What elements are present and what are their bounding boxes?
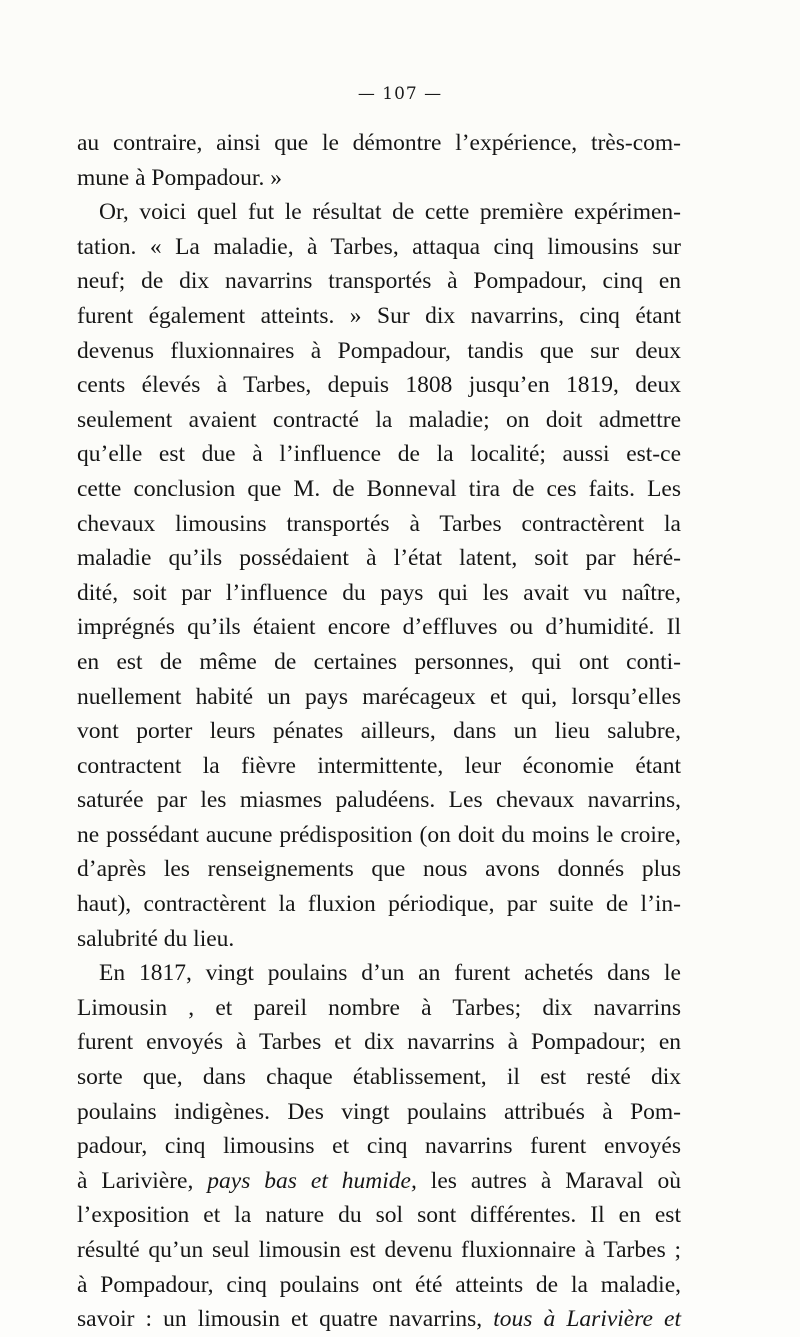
text-line: d’après les renseignements que nous avons donnés plus: [77, 856, 681, 883]
text-line: furent envoyés à Tarbes et dix navarrins à Pompadour; en: [77, 1029, 681, 1056]
text-line: mune à Pompadour. »: [77, 164, 282, 191]
text-line: qu’elle est due à l’influence de la localité; aussi est-ce: [77, 441, 681, 468]
text-line: padour, cinq limousins et cinq navarrins furent envoyés: [77, 1133, 681, 1160]
text-line: cette conclusion que M. de Bonneval tira de ces faits. Les: [77, 475, 681, 502]
text-line: furent également atteints. » Sur dix navarrins, cinq étant: [77, 302, 681, 329]
text-line: chevaux limousins transportés à Tarbes contractèrent la: [77, 510, 681, 537]
text-line: cents élevés à Tarbes, depuis 1808 jusqu’en 1819, deux: [77, 372, 681, 399]
text-run: les autres à Maraval où: [416, 1167, 681, 1194]
text-line: contractent la fièvre intermittente, leur économie étant: [77, 752, 681, 779]
text-line: neuf; de dix navarrins transportés à Pompadour, cinq en: [77, 268, 681, 295]
text-line: poulains indigènes. Des vingt poulains attribués à Pom-: [77, 1098, 681, 1125]
italic-run: pays bas et humide,: [207, 1167, 417, 1194]
text-line: résulté qu’un seul limousin est devenu fluxionnaire à Tarbes ;: [77, 1237, 681, 1263]
text-line: ne possédant aucune prédisposition (on doit du moins le croire,: [77, 821, 681, 848]
text-line: devenus fluxionnaires à Pompadour, tandis que sur deux: [77, 337, 681, 364]
text-line: au contraire, ainsi que le démontre l’expérience, très-com-: [77, 130, 681, 156]
italic-run: tous à Larivière et: [493, 1306, 681, 1333]
body-text: [77, 126, 681, 1337]
text-line: imprégnés qu’ils étaient encore d’effluves ou d’humidité. Il: [77, 614, 681, 641]
text-run: à Larivière,: [77, 1167, 208, 1194]
text-line: l’exposition et la nature du sol sont différentes. Il en est: [77, 1202, 681, 1229]
text-line: sorte que, dans chaque établissement, il est resté dix: [77, 1064, 681, 1091]
text-line: à Pompadour, cinq poulains ont été atteints de la maladie,: [77, 1271, 681, 1298]
text-line: haut), contractèrent la fluxion périodique, par suite de l’in-: [77, 891, 681, 918]
text-line: salubrité du lieu.: [77, 925, 235, 952]
text-line: maladie qu’ils possédaient à l’état latent, soit par héré-: [77, 545, 681, 572]
text-line: Or, voici quel fut le résultat de cette première expérimen-: [99, 199, 681, 226]
text-line: vont porter leurs pénates ailleurs, dans un lieu salubre,: [77, 718, 681, 745]
text-line: [77, 1302, 681, 1337]
text-line: nuellement habité un pays marécageux et qui, lorsqu’elles: [77, 683, 681, 710]
page-number: — 107 —: [357, 84, 443, 104]
text-line: seulement avaient contracté la maladie; on doit admettre: [77, 406, 681, 433]
text-line: En 1817, vingt poulains d’un an furent achetés dans le: [99, 960, 681, 987]
text-line: dité, soit par l’influence du pays qui les avait vu naître,: [77, 579, 681, 606]
text-line: saturée par les miasmes paludéens. Les chevaux navarrins,: [77, 787, 681, 814]
text-line: en est de même de certaines personnes, qui ont conti-: [77, 648, 681, 675]
text-line: Limousin , et pareil nombre à Tarbes; dix navarrins: [77, 994, 681, 1021]
text-line: tation. « La maladie, à Tarbes, attaqua cinq limousins sur: [77, 233, 681, 260]
text-run: savoir : un limousin et quatre navarrins,: [77, 1306, 494, 1333]
text-line: [77, 1164, 681, 1199]
